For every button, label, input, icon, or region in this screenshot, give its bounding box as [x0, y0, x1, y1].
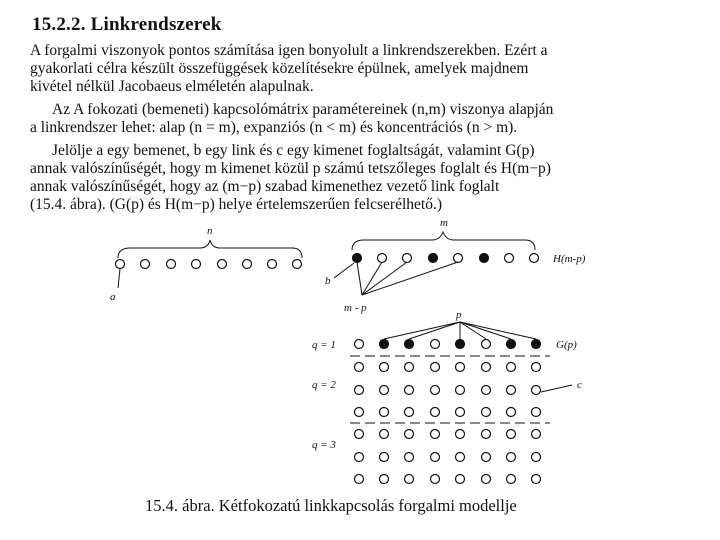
- label-n: n: [207, 225, 213, 237]
- grid-circle: [405, 408, 414, 417]
- fan-line: [357, 262, 362, 295]
- grid-row-1: [355, 340, 541, 349]
- grid-circle-busy: [380, 340, 389, 349]
- input-circle: [243, 260, 252, 269]
- grid-circle: [355, 453, 364, 462]
- grid-row-4: [355, 408, 541, 417]
- fan-line: [384, 322, 460, 339]
- grid-circle: [431, 430, 440, 439]
- input-brace: [118, 240, 302, 258]
- grid-circle: [431, 475, 440, 484]
- grid-circle: [482, 453, 491, 462]
- grid-circle: [456, 386, 465, 395]
- a-pointer: [118, 269, 120, 288]
- body-line-8: annak valószínűségét, hogy az (m−p) szabad kimenethez vezető link foglalt: [30, 178, 500, 195]
- label-c: c: [577, 379, 582, 391]
- label-q3: q = 3: [312, 439, 336, 451]
- grid-circle: [456, 430, 465, 439]
- link-brace: [352, 232, 535, 250]
- body-line-3: kivétel nélkül Jacobaeus elméletén alapulnak.: [30, 78, 314, 95]
- fan-line: [362, 262, 382, 295]
- grid-circle: [507, 475, 516, 484]
- link-circle-busy: [480, 254, 489, 263]
- input-circles: [116, 260, 302, 269]
- section-heading: 15.2.2. Linkrendszerek: [32, 14, 222, 35]
- grid-circle-busy: [532, 340, 541, 349]
- fan-line: [362, 262, 407, 295]
- grid-circle: [380, 453, 389, 462]
- grid-circle: [355, 386, 364, 395]
- m-p-fan: [357, 262, 458, 295]
- body-line-5: a linkrendszer lehet: alap (n = m), expanziós (n < m) és koncentrációs (n > m).: [30, 119, 518, 136]
- grid-circle: [482, 408, 491, 417]
- link-circle-busy: [429, 254, 438, 263]
- label-p: p: [456, 309, 462, 321]
- grid-circle: [507, 453, 516, 462]
- grid-circle: [405, 386, 414, 395]
- input-circle: [192, 260, 201, 269]
- figure-caption: 15.4. ábra. Kétfokozatú linkkapcsolás forgalmi modellje: [145, 496, 517, 515]
- p-fan: [384, 322, 536, 339]
- grid-circle: [482, 340, 491, 349]
- fan-line: [409, 322, 460, 339]
- grid-circle: [532, 453, 541, 462]
- fan-line: [460, 322, 536, 339]
- grid-circle-busy: [507, 340, 516, 349]
- grid-row-3: [355, 386, 541, 395]
- grid-circle: [355, 363, 364, 372]
- grid-circle: [482, 430, 491, 439]
- body-line-2: gyakorlati célra készült összefüggések közelítésekre épülnek, amelyek majdnem: [30, 60, 529, 77]
- label-a: a: [110, 291, 116, 303]
- grid-circle: [405, 475, 414, 484]
- figure-diagram: [0, 210, 720, 500]
- grid-circle: [431, 386, 440, 395]
- grid-circle: [532, 363, 541, 372]
- link-circles: [353, 254, 539, 263]
- grid-circle: [482, 475, 491, 484]
- input-circle: [167, 260, 176, 269]
- grid-circle: [380, 430, 389, 439]
- link-circle: [530, 254, 539, 263]
- grid-circle: [431, 408, 440, 417]
- grid-circle: [456, 363, 465, 372]
- label-q2: q = 2: [312, 379, 336, 391]
- link-circle: [505, 254, 514, 263]
- label-G: G(p): [556, 339, 577, 351]
- label-H: H(m-p): [553, 253, 586, 265]
- b-pointer: [334, 263, 354, 278]
- grid-circle: [431, 453, 440, 462]
- link-circle-busy: [353, 254, 362, 263]
- label-q1: q = 1: [312, 339, 336, 351]
- grid-circle: [380, 475, 389, 484]
- grid-circle: [532, 475, 541, 484]
- link-circle: [403, 254, 412, 263]
- grid-row-7: [355, 475, 541, 484]
- grid-circle: [532, 408, 541, 417]
- grid-circle: [456, 475, 465, 484]
- grid-circle: [405, 430, 414, 439]
- grid-circle: [431, 340, 440, 349]
- body-line-7: annak valószínűségét, hogy m kimenet közül p számú tetszőleges foglalt és H(m−p): [30, 160, 551, 177]
- grid-circle: [431, 363, 440, 372]
- grid-circle: [355, 340, 364, 349]
- grid-row-6: [355, 453, 541, 462]
- grid-circle: [507, 363, 516, 372]
- input-circle: [218, 260, 227, 269]
- grid-circle: [456, 453, 465, 462]
- fan-line: [362, 262, 458, 295]
- input-circle: [141, 260, 150, 269]
- grid-circle: [507, 408, 516, 417]
- body-line-4: Az A fokozati (bemeneti) kapcsolómátrix paramétereinek (n,m) viszonya alapján: [52, 101, 554, 118]
- grid-circle: [482, 363, 491, 372]
- grid-circle: [482, 386, 491, 395]
- c-pointer: [541, 385, 572, 392]
- grid-circle: [532, 386, 541, 395]
- grid-circle-busy: [456, 340, 465, 349]
- grid-circle: [355, 408, 364, 417]
- grid-circle: [532, 430, 541, 439]
- grid-circle: [507, 430, 516, 439]
- body-line-6: Jelölje a egy bemenet, b egy link és c egy kimenet foglaltságát, valamint G(p): [52, 142, 535, 159]
- grid-circle: [405, 363, 414, 372]
- label-m: m: [440, 217, 448, 229]
- grid-circle: [380, 408, 389, 417]
- fan-line: [460, 322, 511, 339]
- grid-circle: [456, 408, 465, 417]
- grid-circle: [355, 430, 364, 439]
- input-circle: [116, 260, 125, 269]
- grid-circle: [380, 386, 389, 395]
- link-circle: [454, 254, 463, 263]
- label-m-minus-p: m - p: [344, 302, 367, 314]
- label-b: b: [325, 275, 331, 287]
- body-line-9: (15.4. ábra). (G(p) és H(m−p) helye értelemszerűen felcserélhető.): [30, 196, 442, 213]
- grid-circle: [507, 386, 516, 395]
- link-circle: [378, 254, 387, 263]
- grid-row-2: [355, 363, 541, 372]
- grid-circle: [405, 453, 414, 462]
- input-circle: [293, 260, 302, 269]
- input-circle: [268, 260, 277, 269]
- body-line-1: A forgalmi viszonyok pontos számítása igen bonyolult a linkrendszerekben. Ezért a: [30, 42, 548, 59]
- grid-row-5: [355, 430, 541, 439]
- grid-circle: [380, 363, 389, 372]
- grid-circle-busy: [405, 340, 414, 349]
- grid-circle: [355, 475, 364, 484]
